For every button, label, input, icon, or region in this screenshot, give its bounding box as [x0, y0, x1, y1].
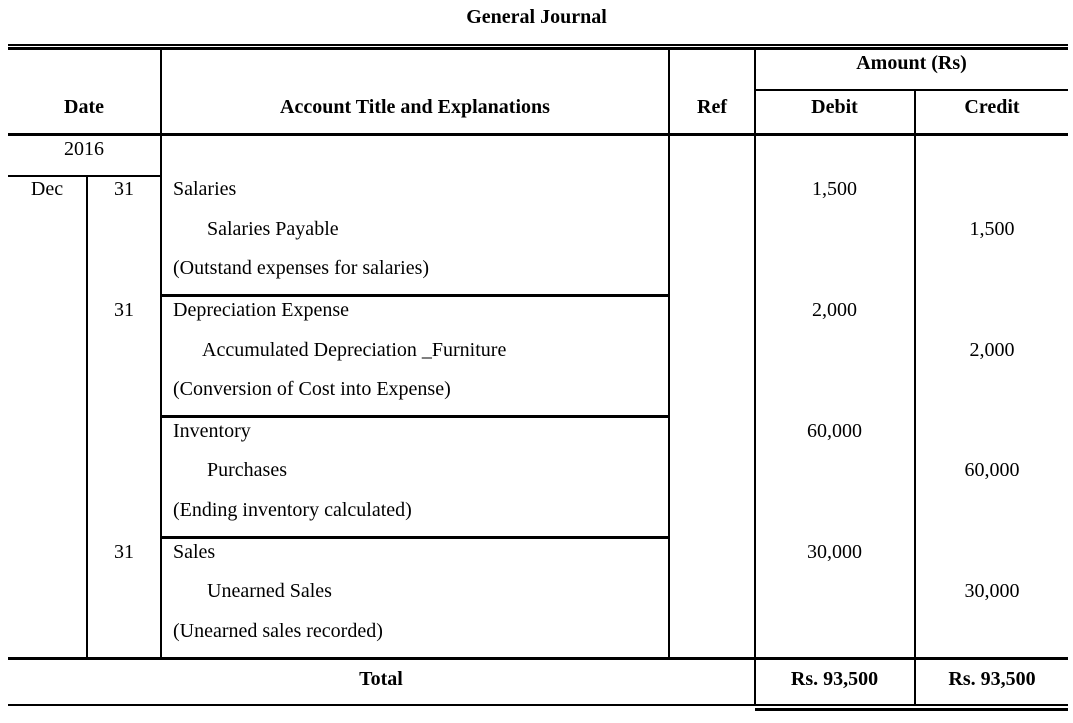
- entry-day: 31: [114, 299, 134, 321]
- header-date: Date: [64, 96, 104, 118]
- total-top-rule: [8, 657, 1068, 660]
- entry-debit: 1,500: [812, 178, 857, 200]
- header-bottom-rule: [8, 133, 1068, 136]
- header-debit: Debit: [811, 96, 858, 118]
- amount-subrule: [755, 89, 1068, 91]
- year: 2016: [64, 138, 104, 160]
- entry-debit-account: Salaries: [173, 178, 237, 200]
- header-credit: Credit: [964, 96, 1020, 118]
- entry-separator: [160, 294, 669, 297]
- entry-credit-account: Unearned Sales: [207, 580, 332, 602]
- col-divider-date: [160, 49, 162, 659]
- total-debit: Rs. 93,500: [790, 668, 879, 690]
- entry-narration: (Conversion of Cost into Expense): [173, 378, 451, 400]
- entry-credit-account: Salaries Payable: [207, 218, 339, 240]
- col-divider-ref: [754, 49, 756, 706]
- entry-debit: 60,000: [807, 420, 862, 442]
- entry-debit: 2,000: [812, 299, 857, 321]
- year-rule: [8, 175, 160, 177]
- header-amount: Amount (Rs): [856, 52, 967, 74]
- entry-debit-account: Inventory: [173, 420, 251, 442]
- entry-credit: 60,000: [964, 459, 1020, 481]
- month: Dec: [30, 178, 64, 200]
- entry-narration: (Outstand expenses for salaries): [173, 257, 430, 279]
- entry-credit-account: Accumulated Depreciation _Furniture: [202, 339, 507, 361]
- top-rule-thick: [8, 47, 1068, 50]
- col-divider-account: [668, 49, 670, 659]
- bottom-rule: [8, 704, 1068, 706]
- col-divider-day: [86, 175, 88, 659]
- top-rule: [8, 44, 1068, 46]
- entry-day: 31: [114, 178, 134, 200]
- entry-debit-account: Depreciation Expense: [173, 299, 350, 321]
- entry-day: 31: [114, 541, 134, 563]
- entry-separator: [160, 536, 669, 539]
- entry-credit: 2,000: [969, 339, 1015, 361]
- entry-credit: 1,500: [969, 218, 1015, 240]
- entry-debit-account: Sales: [173, 541, 216, 563]
- bottom-rule-double: [755, 708, 1068, 711]
- header-ref: Ref: [697, 96, 727, 118]
- total-label: Total: [359, 668, 403, 690]
- entry-narration: (Unearned sales recorded): [173, 620, 383, 642]
- entry-debit: 30,000: [807, 541, 862, 563]
- entry-narration: (Ending inventory calculated): [173, 499, 412, 521]
- total-credit: Rs. 93,500: [948, 668, 1036, 690]
- col-divider-debit: [914, 89, 916, 706]
- entry-credit: 30,000: [964, 580, 1020, 602]
- entry-credit-account: Purchases: [207, 459, 287, 481]
- header-account: Account Title and Explanations: [280, 96, 550, 118]
- entry-separator: [160, 415, 669, 418]
- journal-title: General Journal: [466, 6, 607, 28]
